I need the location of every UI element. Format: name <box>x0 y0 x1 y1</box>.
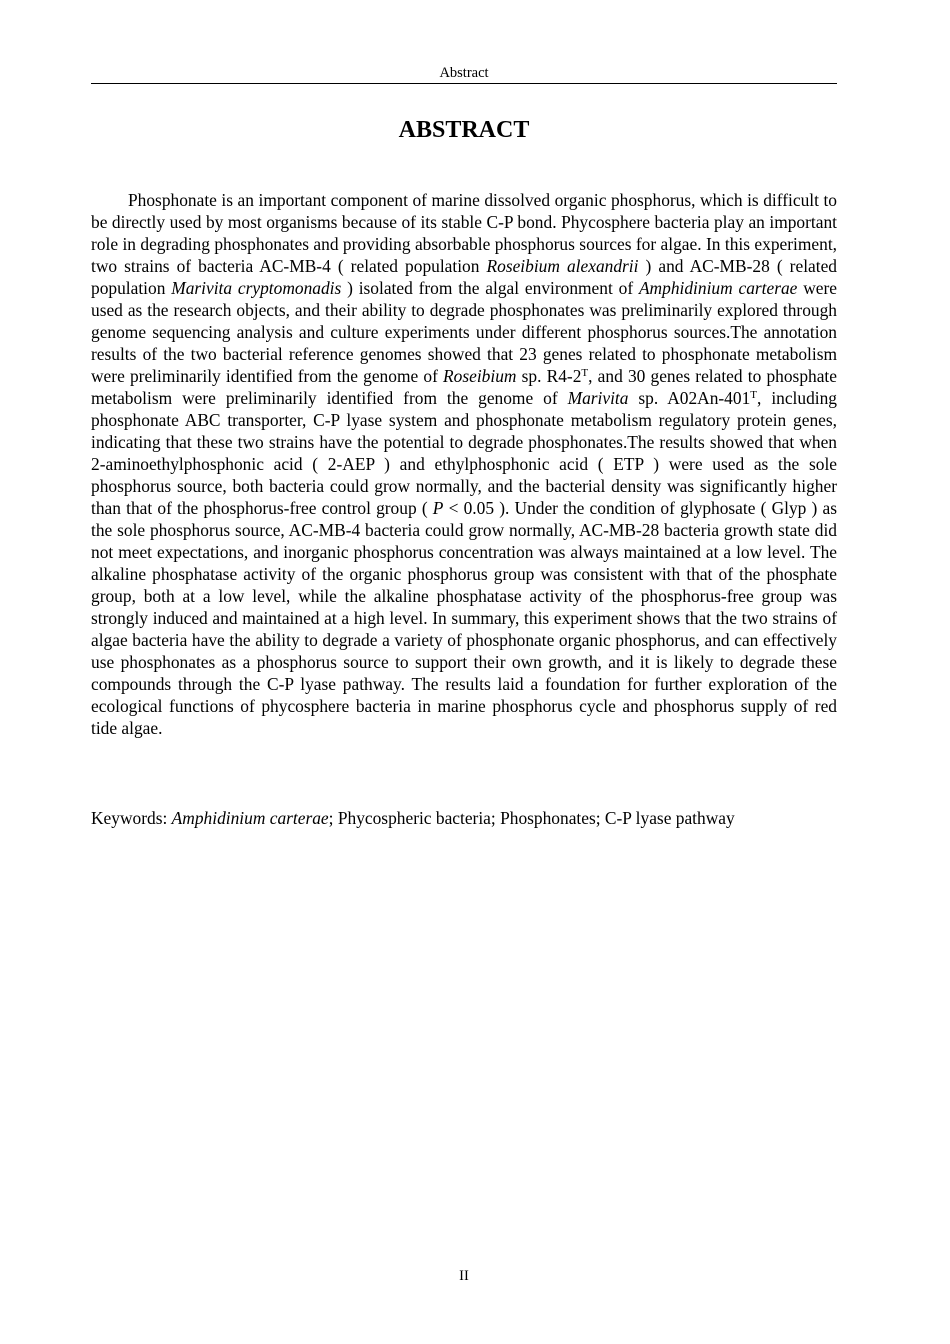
page-number: II <box>459 1268 469 1284</box>
species-name-marivita-cryptomonadis: Marivita cryptomonadis <box>171 278 342 298</box>
species-name-amphidinium-carterae: Amphidinium carterae <box>638 278 798 298</box>
species-name-roseibium-alexandrii: Roseibium alexandrii <box>486 256 639 276</box>
abstract-text: sp. A02An-401 <box>628 388 751 408</box>
type-strain-superscript: T <box>750 389 758 401</box>
abstract-body <box>91 189 837 739</box>
abstract-text: ) isolated from the algal environment of <box>341 278 639 298</box>
genus-name-roseibium: Roseibium <box>443 366 517 386</box>
header-rule <box>91 83 837 84</box>
keywords-label: Keywords: <box>91 808 172 828</box>
abstract-text: < 0.05 ). Under the condition of glyphosate ( Glyp ) as the sole phosphorus source, AC-MB-4 bacteria could grow normally, AC-MB-28 bacteria growth state did not meet expectations, and inorganic phosphorus concentration was always maintained at a low level. The alkaline phosphatase activity of the organic phosphorus group was consistent with that of the phosphate group, both at a low level, while the alkaline phosphatase activity of the phosphorus-free group was strongly induced and maintained at a high level. In summary, this experiment shows that the two strains of algae bacteria have the ability to degrade a variety of phosphonate organic phosphorus, and can effectively use phosphonates as a phosphorus source to support their own growth, and it is likely to degrade these compounds through the C-P lyase pathway. The results laid a foundation for further exploration of the ecological functions of phycosphere bacteria in marine phosphorus cycle and phosphorus supply of red tide algae. <box>91 498 837 738</box>
keywords-line <box>91 807 837 829</box>
keyword-amphidinium-carterae: Amphidinium carterae <box>171 808 329 828</box>
genus-name-marivita: Marivita <box>567 388 629 408</box>
abstract-text: sp. R4-2 <box>516 366 582 386</box>
p-value-symbol: P <box>432 498 444 518</box>
abstract-text: ) and AC-MB-28 ( related population <box>91 256 837 298</box>
page-title: ABSTRACT <box>398 117 530 143</box>
abstract-text: , and 30 genes related to phosphate metabolism were preliminarily identified from the genome of <box>91 366 837 408</box>
type-strain-superscript: T <box>581 367 589 379</box>
running-header: Abstract <box>439 65 489 81</box>
abstract-text: , including phosphonate ABC transporter, C-P lyase system and phosphonate metabolism regulatory protein genes, indicating that these two strains have the potential to degrade phosphonates.The results showed that when 2-aminoethylphosphonic acid ( 2-AEP ) and ethylphosphonic acid ( ETP ) were used as the sole phosphorus source, both bacteria could grow normally, and the bacterial density was significantly higher than that of the phosphorus-free control group ( <box>91 388 838 518</box>
abstract-text: Phosphonate is an important component of marine dissolved organic phosphorus, which is difficult to be directly used by most organisms because of its stable C-P bond. Phycosphere bacteria play an important role in degrading phosphonates and providing absorbable phosphorus sources for algae. In this experiment, two strains of bacteria AC-MB-4 ( related population <box>91 190 837 276</box>
keywords-rest: ; Phycospheric bacteria; Phosphonates; C-P lyase pathway <box>328 808 735 828</box>
abstract-text: were used as the research objects, and their ability to degrade phosphonates was preliminarily explored through genome sequencing analysis and culture experiments under different phosphorus sources.The annotation results of the two bacterial reference genomes showed that 23 genes related to phosphonate metabolism were preliminarily identified from the genome of <box>91 278 837 386</box>
